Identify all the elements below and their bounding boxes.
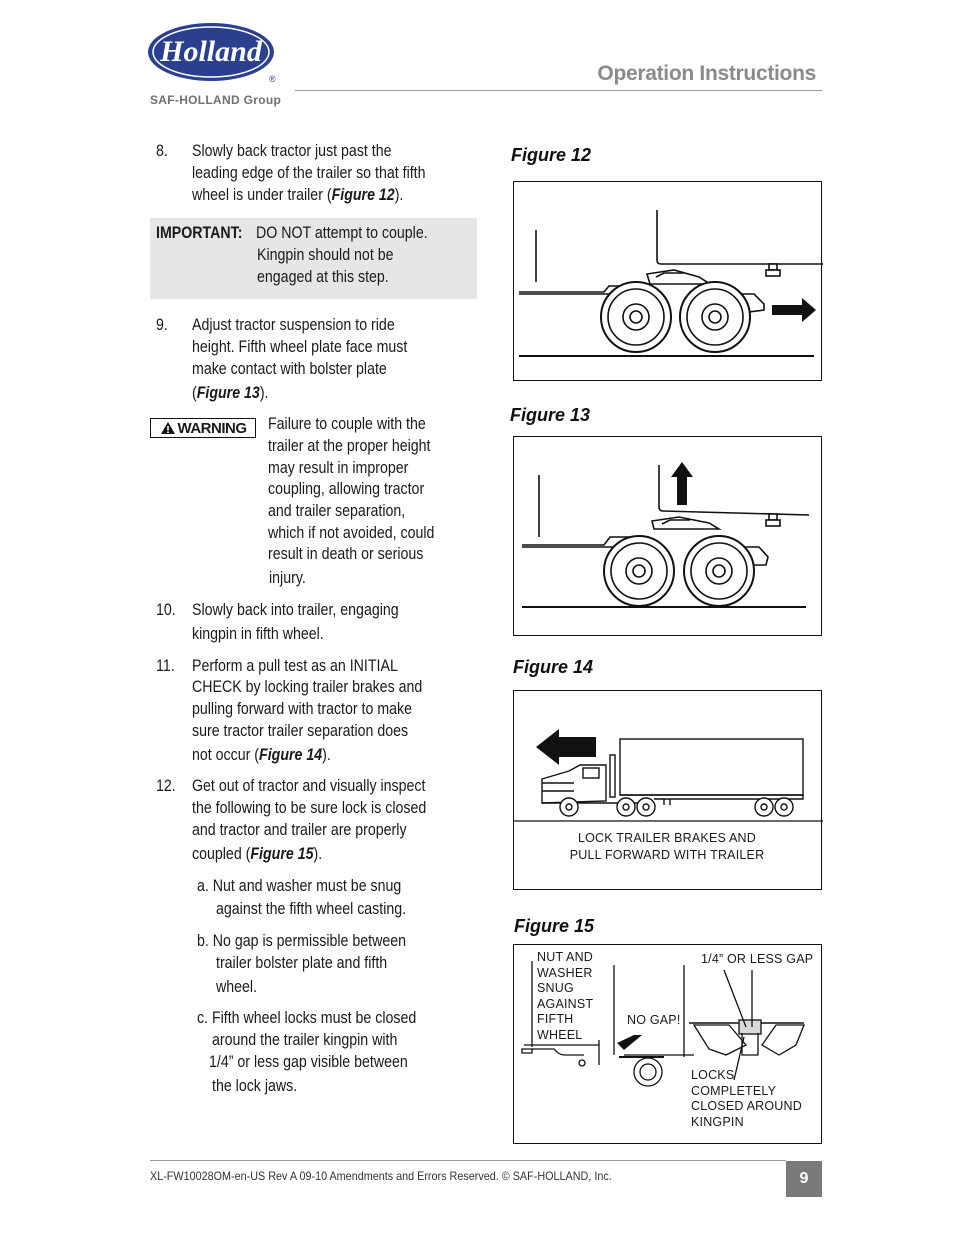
- arrow-left-icon: [536, 729, 596, 765]
- substep-text: trailer bolster plate and fifth: [216, 954, 388, 972]
- step-text: and tractor and trailer are properly: [192, 821, 407, 839]
- figure-12-title: Figure 12: [511, 145, 592, 165]
- figure-reference: Figure 15: [250, 845, 314, 863]
- figure-14-title: Figure 14: [513, 657, 594, 677]
- step-text: pulling forward with tractor to make: [192, 700, 413, 718]
- step-number: 12.: [156, 777, 176, 795]
- warning-triangle-icon: [160, 421, 176, 435]
- no-gap-label: NO GAP!: [627, 1013, 681, 1027]
- step-number: 8.: [156, 142, 168, 160]
- warning-text: coupling, allowing tractor: [268, 480, 425, 498]
- holland-logo: [148, 22, 278, 86]
- important-text: engaged at this step.: [257, 268, 389, 286]
- substep-text: c. Fifth wheel locks must be closed: [197, 1009, 417, 1027]
- warning-text: injury.: [269, 569, 306, 587]
- step-text: Adjust tractor suspension to ride: [192, 316, 395, 334]
- step-text: coupled (Figure 15).: [192, 845, 323, 863]
- warning-text: may result in improper: [268, 459, 409, 477]
- important-text: DO NOT attempt to couple.: [256, 224, 428, 242]
- warning-badge: [150, 418, 256, 438]
- figure-reference: Figure 13: [196, 384, 260, 402]
- figure-12-illustration: [513, 181, 822, 381]
- tractor-backing-under-trailer-drawing: [514, 182, 823, 382]
- figure-15-illustration: [513, 944, 822, 1144]
- substep-text: b. No gap is permissible between: [197, 932, 407, 950]
- warning-text: trailer at the proper height: [268, 437, 431, 455]
- warning-text: result in death or serious: [268, 545, 424, 563]
- logo-group-text: SAF-HOLLAND Group: [150, 93, 282, 107]
- step-text: the following to be sure lock is closed: [192, 799, 427, 817]
- step-text: Slowly back tractor just past the: [192, 142, 392, 160]
- substep-text: a. Nut and washer must be snug: [197, 877, 402, 895]
- figure-15-title: Figure 15: [514, 916, 595, 936]
- figure-reference: Figure 12: [331, 186, 395, 204]
- substep-text: 1/4” or less gap visible between: [209, 1053, 408, 1071]
- arrow-up-icon: [671, 462, 693, 505]
- warning-label: WARNING: [177, 419, 247, 437]
- step-text: Get out of tractor and visually inspect: [192, 777, 426, 795]
- step-text: CHECK by locking trailer brakes and: [192, 678, 423, 696]
- step-number: 10.: [156, 601, 176, 619]
- locks-closed-label: LOCKS COMPLETELY CLOSED AROUND KINGPIN: [691, 1068, 802, 1129]
- footer-text: XL-FW10028OM-en-US Rev A 09-10 Amendments and Errors Reserved. © SAF-HOLLAND, Inc.: [150, 1169, 612, 1183]
- step-text: height. Fifth wheel plate face must: [192, 338, 408, 356]
- step-text: wheel is under trailer (Figure 12).: [192, 186, 404, 204]
- tractor-raised-to-ride-height-drawing: [514, 437, 823, 637]
- warning-text: Failure to couple with the: [268, 415, 426, 433]
- figure-14-illustration: [513, 690, 822, 890]
- important-text: Kingpin should not be: [257, 246, 394, 264]
- warning-text: and trailer separation,: [268, 502, 406, 520]
- substep-text: around the trailer kingpin with: [212, 1031, 398, 1049]
- header-divider: [295, 90, 822, 91]
- footer-divider: [150, 1160, 786, 1161]
- nut-washer-label: NUT AND WASHER SNUG AGAINST FIFTH WHEEL: [537, 950, 594, 1042]
- important-label: IMPORTANT:: [156, 224, 243, 242]
- figure-13-illustration: [513, 436, 822, 636]
- figure-14-caption: LOCK TRAILER BRAKES AND PULL FORWARD WITH TRAILER: [569, 831, 765, 862]
- step-text: Perform a pull test as an INITIAL: [192, 657, 398, 675]
- step-text: leading edge of the trailer so that fifth: [192, 164, 426, 182]
- step-text: Slowly back into trailer, engaging: [192, 601, 399, 619]
- substep-text: against the fifth wheel casting.: [216, 900, 407, 918]
- logo-registered: ®: [269, 74, 276, 84]
- arrow-right-icon: [772, 298, 816, 322]
- warning-text: which if not avoided, could: [268, 524, 435, 542]
- figure-13-title: Figure 13: [510, 405, 591, 425]
- step-text: make contact with bolster plate: [192, 360, 387, 378]
- arrow-pointer-icon: [617, 1035, 642, 1050]
- step-text: sure tractor trailer separation does: [192, 722, 409, 740]
- step-number: 9.: [156, 316, 168, 334]
- step-text: not occur (Figure 14).: [192, 746, 331, 764]
- page-number: 9: [786, 1161, 822, 1197]
- substep-text: wheel.: [216, 978, 258, 996]
- substep-text: the lock jaws.: [212, 1077, 298, 1095]
- step-text: (Figure 13).: [192, 384, 269, 402]
- page-title: Operation Instructions: [597, 62, 816, 85]
- logo-wordmark: Holland: [160, 35, 262, 68]
- gap-label: 1/4” OR LESS GAP: [701, 952, 814, 966]
- step-number: 11.: [156, 657, 175, 675]
- figure-reference: Figure 14: [259, 746, 323, 764]
- step-text: kingpin in fifth wheel.: [192, 625, 324, 643]
